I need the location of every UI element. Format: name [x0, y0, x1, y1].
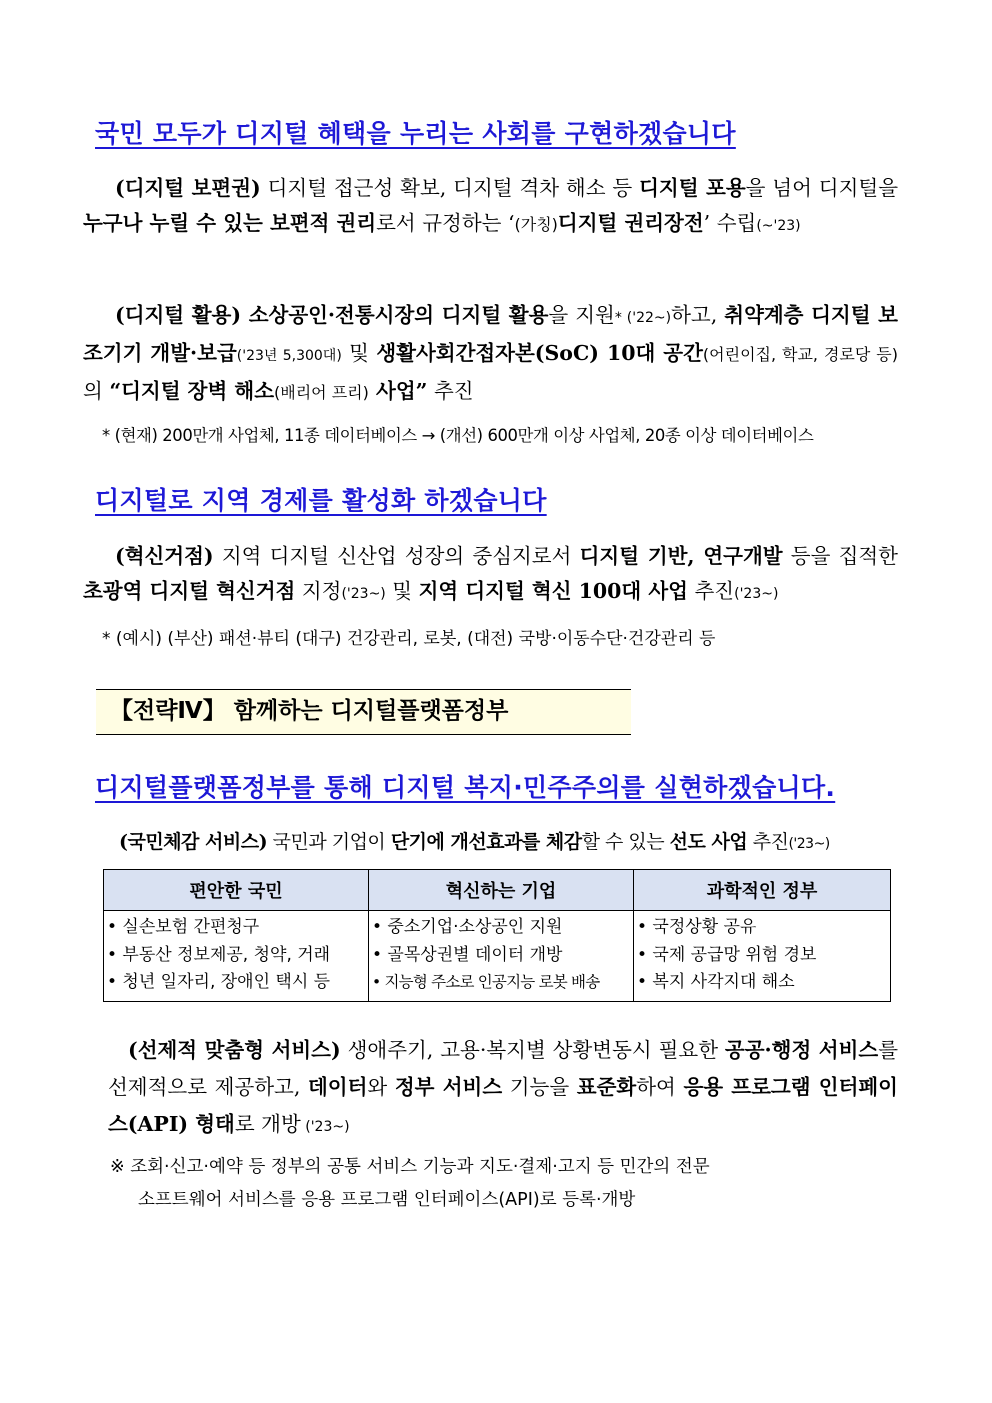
list-item: • 부동산 정보제공, 청약, 거래 — [107, 944, 331, 965]
emphasis: 소상공인·전통시장의 디지털 활용 — [241, 303, 549, 327]
text: 국민과 기업이 — [267, 831, 391, 853]
text: 추진 — [427, 379, 474, 403]
reference-note — [110, 1151, 900, 1217]
table-header: 편안한 국민 — [104, 870, 369, 911]
table-header: 혁신하는 기업 — [369, 870, 634, 911]
text: 및 — [385, 579, 419, 603]
emphasis: 응용 프로그램 인터페이스(API) 형태 — [108, 1075, 898, 1136]
emphasis: 디지털 기반, 연구개발 — [579, 544, 783, 568]
emphasis: 사업” — [368, 379, 428, 403]
emphasis: 누구나 누릴 수 있는 보편적 권리 — [83, 211, 377, 235]
small-text: ('23년 5,300대) — [236, 348, 342, 364]
emphasis: 디지털 포용 — [639, 176, 746, 200]
emphasis: 표준화 — [576, 1075, 637, 1099]
paragraph-label: (혁신거점) — [115, 544, 214, 568]
paragraph-digital-universal-right — [83, 171, 898, 244]
list-item: • 국정상황 공유 — [637, 917, 757, 937]
text: 하고, — [671, 303, 725, 327]
paragraph-label: (디지털 활용) — [115, 303, 242, 327]
table-cell — [634, 911, 891, 1002]
note-mark: ※ — [110, 1157, 125, 1177]
service-table — [103, 869, 891, 1002]
text: 로서 규정하는 ‘ — [376, 211, 515, 235]
text: 디지털 접근성 확보, 디지털 격차 해소 등 — [260, 176, 640, 200]
footnote: * (현재) 200만개 사업체, 11종 데이터베이스 → (개선) 600만개 이상 사업체, 20종 이상 데이터베이스 — [102, 426, 814, 445]
footnote: * (예시) (부산) 패션·뷰티 (대구) 건강관리, 로봇, (대전) 국방·이동수단·건강관리 등 — [102, 629, 716, 649]
section-heading: 디지털로 지역 경제를 활성화 하겠습니다 — [95, 486, 547, 515]
small-text: ('23~) — [788, 836, 830, 852]
list-item: • 중소기업·소상공인 지원 — [372, 917, 563, 937]
small-text: * ('22~) — [614, 310, 672, 326]
emphasis: 초광역 디지털 혁신거점 — [83, 579, 296, 603]
emphasis: 취약계층 디지털 보조기기 개발·보급 — [83, 303, 898, 365]
small-text: (가칭) — [514, 215, 558, 234]
table-row — [104, 911, 891, 1002]
small-text: ('23~) — [300, 1119, 350, 1135]
emphasis: 선도 사업 — [669, 831, 748, 853]
section-heading: 국민 모두가 디지털 혜택을 누리는 사회를 구현하겠습니다 — [95, 119, 736, 148]
text: 지정 — [295, 579, 342, 603]
text: 을 넘어 디지털을 — [745, 176, 898, 200]
paragraph-innovation-hub — [83, 539, 898, 612]
paragraph-citizen-service — [83, 825, 895, 862]
table-header: 과학적인 정부 — [634, 870, 891, 911]
text: 생애주기, 고용·복지별 상황변동시 필요한 — [340, 1038, 725, 1062]
note-text-continued: 소프트웨어 서비스를 응용 프로그램 인터페이스(API)로 등록·개방 — [138, 1190, 636, 1210]
list-item: • 복지 사각지대 해소 — [637, 972, 795, 992]
emphasis: 정부 서비스 — [394, 1075, 503, 1099]
paragraph-label: (디지털 보편권) — [115, 176, 261, 200]
text: 로 개방 — [234, 1112, 301, 1136]
emphasis: “디지털 장벽 해소 — [109, 379, 275, 403]
emphasis: 디지털 권리장전 — [557, 211, 704, 235]
paragraph-digital-utilization — [83, 298, 898, 410]
emphasis: 지역 디지털 혁신 100대 사업 — [418, 579, 688, 603]
small-text: (어린이집, 학교, 경로당 등) — [702, 345, 898, 364]
text: 할 수 있는 — [581, 831, 670, 853]
text: ’ 수립 — [703, 211, 757, 235]
strategy-title-box: 【전략Ⅳ】 함께하는 디지털플랫폼정부 — [96, 689, 631, 735]
list-item: • 실손보험 간편청구 — [107, 917, 260, 937]
text: 을 지원 — [548, 303, 615, 327]
text: 와 — [367, 1075, 395, 1099]
note-text: 조회·신고·예약 등 정부의 공통 서비스 기능과 지도·결제·고지 등 민간의 전문 — [130, 1157, 710, 1177]
text: 하여 — [636, 1075, 684, 1099]
small-text: ('23~) — [734, 586, 779, 602]
table-cell — [369, 911, 634, 1002]
list-item: • 국제 공급망 위험 경보 — [637, 944, 817, 965]
section-heading: 디지털플랫폼정부를 통해 디지털 복지·민주주의를 실현하겠습니다. — [95, 773, 836, 802]
text: 의 — [83, 379, 110, 403]
text: 추진 — [747, 831, 789, 853]
table-header-row — [104, 870, 891, 911]
text: 및 — [341, 341, 377, 365]
text: 추진 — [687, 579, 735, 603]
small-text: (배리어 프리) — [274, 383, 369, 402]
list-item: • 지능형 주소로 인공지능 로봇 배송 — [372, 973, 600, 991]
small-text: (~'23) — [756, 218, 801, 234]
paragraph-label: (국민체감 서비스) — [119, 831, 268, 853]
text: 를 선제적으로 제공하고, — [108, 1038, 899, 1099]
paragraph-label: (선제적 맞춤형 서비스) — [128, 1038, 341, 1062]
table-cell — [104, 911, 369, 1002]
small-text: ('23~) — [341, 586, 386, 602]
text: 등을 집적한 — [782, 544, 898, 568]
list-item: • 골목상권별 데이터 개방 — [372, 944, 563, 965]
text: 기능을 — [502, 1075, 577, 1099]
emphasis: 데이터 — [308, 1075, 368, 1099]
text: 지역 디지털 신산업 성장의 중심지로서 — [213, 544, 580, 568]
emphasis: 공공·행정 서비스 — [724, 1038, 879, 1062]
emphasis: 단기에 개선효과를 체감 — [390, 831, 582, 853]
list-item: • 청년 일자리, 장애인 택시 등 — [107, 972, 331, 992]
paragraph-proactive-service — [108, 1032, 898, 1146]
emphasis: 생활사회간접자본(SoC) 10대 공간 — [376, 341, 703, 365]
